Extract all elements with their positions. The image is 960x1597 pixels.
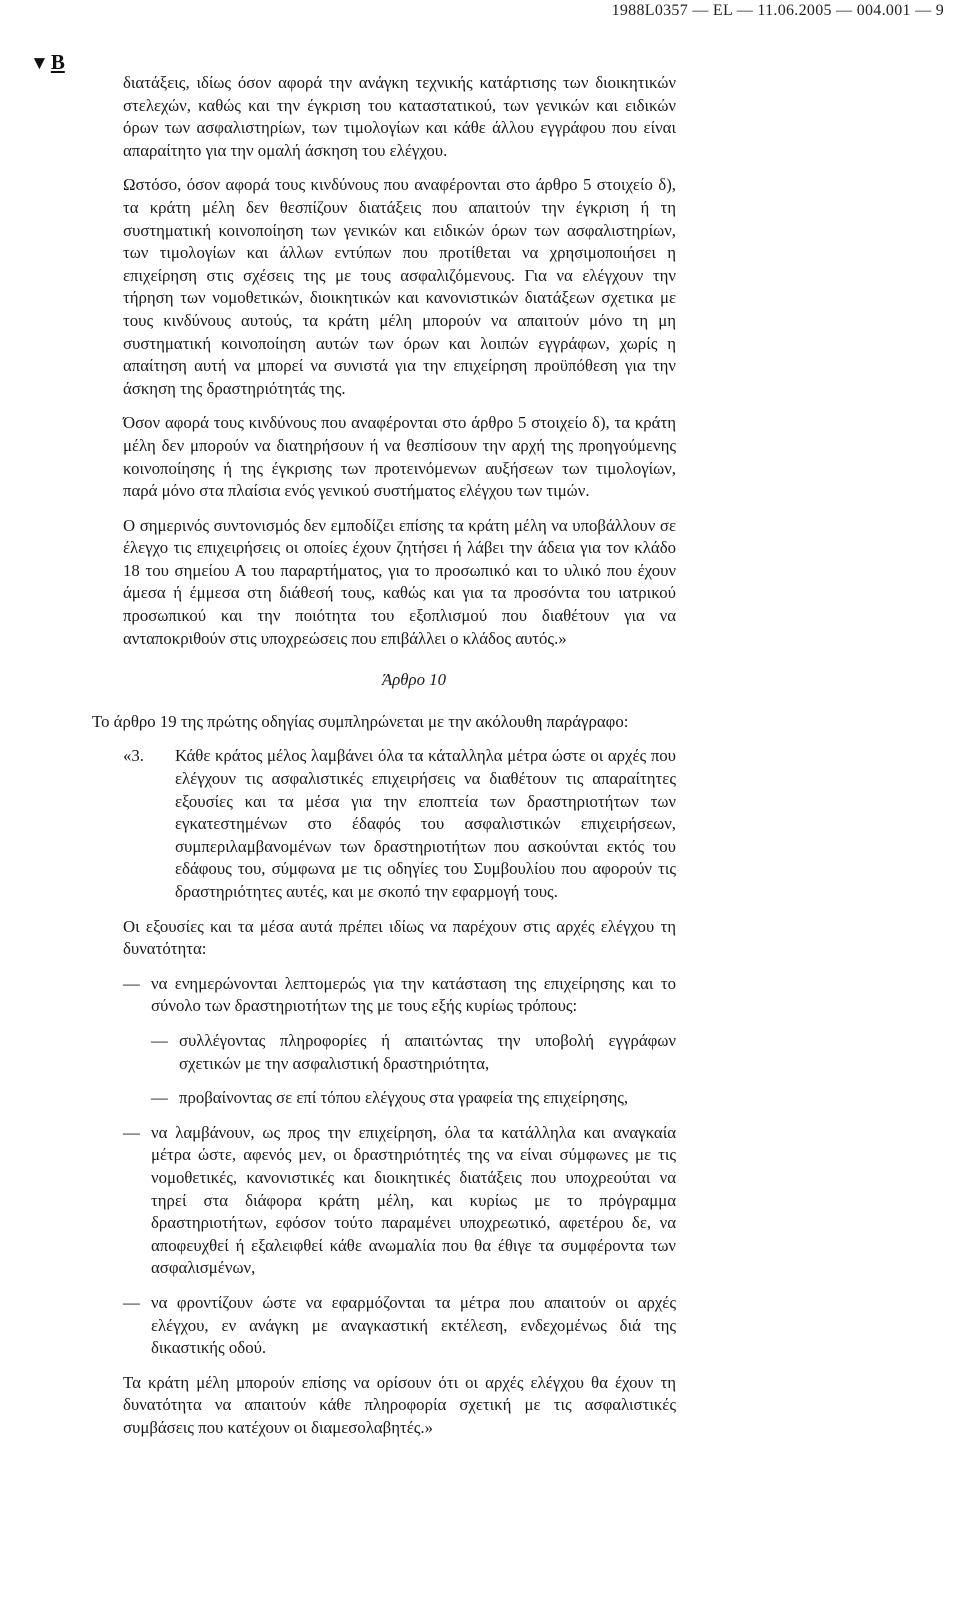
list-item-text: να φροντίζουν ώστε να εφαρμόζονται τα μέτρα που απαιτούν οι αρχές ελέγχου, εν ανάγκη με αναγκαστική εκτέλεση, ενδεχομένως διά της δικαστικής οδού. — [151, 1292, 676, 1358]
list-item-text: να λαμβάνουν, ως προς την επιχείρηση, όλα τα κατάλληλα και αναγκαία μέτρα ώστε, αφενός μεν, οι δραστηριότητές της να είναι σύμφωνες με τις νομοθετικές, κανονιστικές και διοικητικές διατάξεις που υποχρεούται να τηρεί στα διάφορα κράτη μέλη, και κυρίως με το πρόγραμμα δραστηριοτήτων, εφόσον τούτο παραμένει υποχρεωτικό, αφετέρου δε, να αποφευχθεί ή εξαλειφθεί κάθε ανωμαλία που θα έθιγε τα συμφέροντα των ασφαλισμένων, — [151, 1122, 676, 1278]
article-heading: Άρθρο 10 — [382, 670, 446, 690]
list-item-3 — [92, 1292, 676, 1360]
dash-bullet: — — [123, 973, 140, 993]
paragraph-number: «3. — [123, 746, 144, 766]
list-item-2 — [92, 1122, 676, 1280]
sub-list-item-2 — [92, 1087, 676, 1110]
paragraph-1: διατάξεις, ιδίως όσον αφορά την ανάγκη τεχνικής κατάρτισης των διοικητικών στελεχών, καθώς και την έγκριση του καταστατικού, των γενικών και ειδικών όρων των ασφαλιστηρίων, των τιμολογίων και κάθε άλλου εγγράφου που είναι απαραίτητο για την ομαλή άσκηση του ελέγχου. — [123, 73, 676, 160]
quoted-paragraph — [123, 745, 676, 903]
sub-list-item-text: προβαίνοντας σε επί τόπου ελέγχους στα γραφεία της επιχείρησης, — [179, 1088, 629, 1108]
sub-list-item-text: συλλέγοντας πληροφορίες ή απαιτώντας την υποβολή εγγράφων σχετικών με την ασφαλιστική δραστηριότητα, — [179, 1030, 676, 1073]
powers-intro: Οι εξουσίες και τα μέσα αυτά πρέπει ιδίως να παρέχουν στις αρχές ελέγχου τη δυνατότητα: — [123, 916, 676, 959]
paragraph-text: Κάθε κράτος μέλος λαμβάνει όλα τα κάταλληλα μέτρα ώστε οι αρχές που ελέγχουν τις ασφαλιστικές επιχειρήσεις να διαθέτουν τις απαραίτητες εξουσίες και τα μέσα για την εποπτεία των δραστηριοτήτων των εγκατεστημένων στο έδαφός του ασφαλιστικών επιχειρήσεων, συμπεριλαμβανομένων των δραστηριοτήτων που ασκούνται εκτός του εδάφους του, σύμφωνα με τις οδηγίες του Συμβουλίου που αφορούν τις δραστηριότητες αυτές, και με σκοπό την εφαρμογή τους. — [175, 746, 676, 901]
list-item-text: να ενημερώνονται λεπτομερώς για την κατάσταση της επιχείρησης και το σύνολο των δραστηριοτήτων της με τους εξής κυρίως τρόπους: — [151, 973, 676, 1016]
article-intro: Το άρθρο 19 της πρώτης οδηγίας συμπληρώνεται με την ακόλουθη παράγραφο: — [92, 711, 629, 731]
paragraph-2: Ωστόσο, όσον αφορά τους κινδύνους που αναφέρονται στο άρθρο 5 στοιχείο δ), τα κράτη μέλη δεν θεσπίζουν διατάξεις που απαιτούν την έγκριση ή τη συστηματική κοινοποίηση των γενικών και ειδικών όρων των ασφαλιστηρίων, των τιμολογίων και άλλων εντύπων που προτίθεται να χρησιμοποιήσει η επιχείρηση στις σχέσεις της με τους ασφαλιζόμενους. Για να ελέγχουν την τήρηση των νομοθετικών, διοικητικών και κανονιστικών διατάξεων σχετικα με τους κινδύνους αυτούς, τα κράτη μέλη μπορούν να απαιτούν μόνο τη μη συστηματική κοινοποίηση αυτών των όρων και λοιπών εγγράφων, χωρίς η απαίτηση αυτή να μπορεί να συνιστά για την επιχείρηση προϋπόθεση για την άσκηση της δραστηριότητάς της. — [123, 175, 676, 398]
dash-bullet: — — [123, 1292, 140, 1312]
paragraph-3: Όσον αφορά τους κινδύνους που αναφέρονται στο άρθρο 5 στοιχείο δ), τα κράτη μέλη δεν μπορούν να διατηρήσουν ή να θεσπίσουν την αρχή της προηγούμενης κοινοποίησης ή της έγκρισης των προτεινόμενων αυξήσεων των τιμολογίων, παρά μόνο στα πλαίσια ενός γενικού συστήματος ελέγχου των τιμών. — [123, 413, 676, 501]
quoted-paragraph-block — [92, 745, 676, 960]
dash-bullet: — — [151, 1088, 168, 1108]
sub-list-item-1 — [92, 1030, 676, 1075]
dash-bullet: — — [151, 1030, 168, 1050]
closing-block — [92, 1372, 676, 1440]
dash-bullet: — — [123, 1122, 140, 1142]
list-item-1 — [92, 973, 676, 1018]
running-header: 1988L0357 — EL — 11.06.2005 — 004.001 — 9 — [611, 2, 944, 19]
closing-paragraph: Τα κράτη μέλη μπορούν επίσης να ορίσουν ότι οι αρχές ελέγχου θα έχουν τη δυνατότητα να απαιτούν κάθε πληροφορία σχετική με τις ασφαλιστικές συμβάσεις που κατέχουν οι διαμεσολαβητές.» — [123, 1372, 676, 1437]
triangle-down-icon: ▼ — [30, 53, 49, 74]
document-body — [92, 72, 676, 1451]
paragraph-4: Ο σημερινός συντονισμός δεν εμποδίζει επίσης τα κράτη μέλη να υποβάλλουν σε έλεγχο τις επιχειρήσεις οι οποίες έχουν ζητήσει ή λάβει την άδεια για τον κλάδο 18 του σημείου Α του παραρτήματος, για το προσωπικό και το υλικό που έχουν άμεσα ή έμμεσα στη διάθεσή τους, καθώς και για τα προσόντα του ιατρικού προσωπικού και την ποιότητα του εξοπλισμού που διαθέτουν για να ανταποκριθούν στις υποχρεώσεις που επιβάλλει ο κλάδος αυτός.» — [123, 515, 676, 648]
amendment-marker — [30, 50, 65, 75]
indented-block — [92, 72, 676, 650]
marker-letter: B — [50, 50, 65, 74]
